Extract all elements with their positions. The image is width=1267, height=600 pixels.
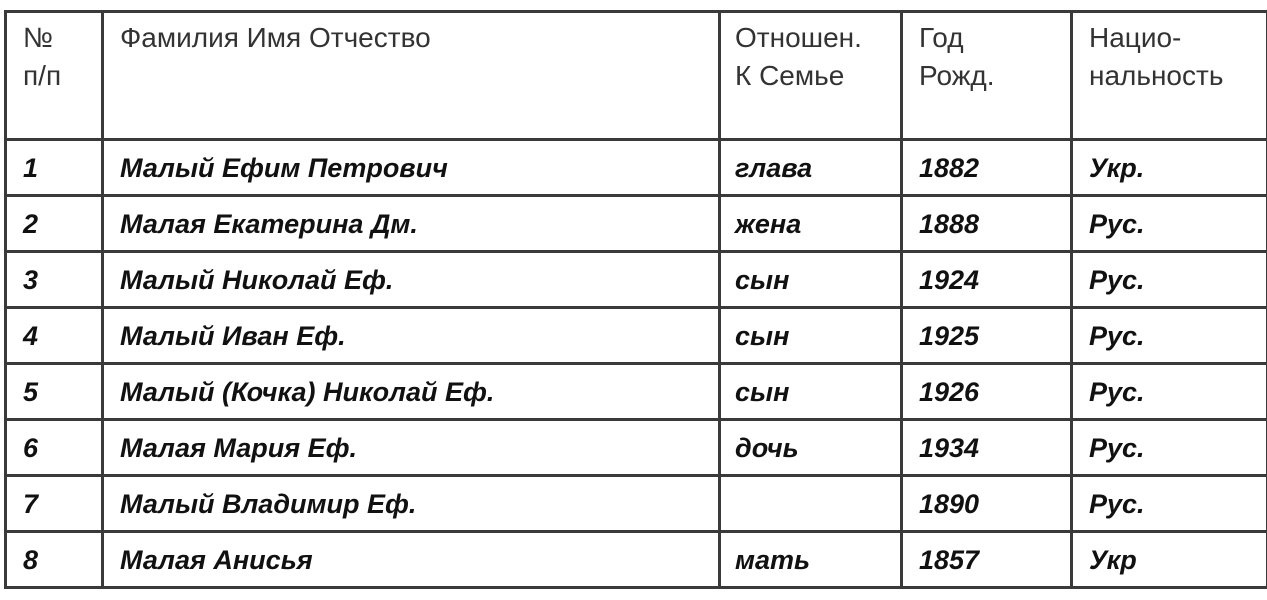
header-number bbox=[6, 12, 103, 140]
row-nationality: Рус. bbox=[1072, 196, 1267, 252]
row-birth-year: 1890 bbox=[902, 476, 1072, 532]
row-birth-year: 1934 bbox=[902, 420, 1072, 476]
row-number: 6 bbox=[6, 420, 103, 476]
header-birth-year bbox=[902, 12, 1072, 140]
family-table-container bbox=[4, 10, 1266, 588]
row-full-name: Малый Ефим Петрович bbox=[103, 140, 720, 196]
row-full-name: Малый Иван Еф. bbox=[103, 308, 720, 364]
header-full-name-text: Фамилия Имя Отчество bbox=[120, 22, 431, 53]
row-full-name: Малая Анисья bbox=[103, 532, 720, 588]
row-birth-year: 1888 bbox=[902, 196, 1072, 252]
row-number: 5 bbox=[6, 364, 103, 420]
row-full-name: Малый Владимир Еф. bbox=[103, 476, 720, 532]
row-number: 2 bbox=[6, 196, 103, 252]
header-full-name bbox=[103, 12, 720, 140]
header-birth-year-line-2: Рожд. bbox=[919, 60, 995, 91]
header-number-line-2: п/п bbox=[23, 60, 62, 91]
header-birth-year-line-1: Год bbox=[919, 22, 964, 53]
row-full-name: Малый Николай Еф. bbox=[103, 252, 720, 308]
row-relation bbox=[720, 476, 902, 532]
table-row bbox=[6, 252, 1267, 308]
header-relation bbox=[720, 12, 902, 140]
table-row bbox=[6, 532, 1267, 588]
row-nationality: Укр. bbox=[1072, 140, 1267, 196]
row-relation: мать bbox=[720, 532, 902, 588]
row-birth-year: 1926 bbox=[902, 364, 1072, 420]
header-nationality-line-1: Нацио- bbox=[1089, 22, 1182, 53]
header-relation-line-2: К Семье bbox=[735, 60, 845, 91]
header-nationality bbox=[1072, 12, 1267, 140]
row-relation: глава bbox=[720, 140, 902, 196]
header-relation-line-1: Отношен. bbox=[735, 22, 862, 53]
family-table bbox=[4, 10, 1267, 589]
row-relation: сын bbox=[720, 308, 902, 364]
row-number: 1 bbox=[6, 140, 103, 196]
row-relation: дочь bbox=[720, 420, 902, 476]
row-nationality: Рус. bbox=[1072, 420, 1267, 476]
table-row bbox=[6, 140, 1267, 196]
table-row bbox=[6, 308, 1267, 364]
row-nationality: Укр bbox=[1072, 532, 1267, 588]
row-number: 3 bbox=[6, 252, 103, 308]
row-nationality: Рус. bbox=[1072, 252, 1267, 308]
row-nationality: Рус. bbox=[1072, 476, 1267, 532]
table-row bbox=[6, 476, 1267, 532]
row-number: 4 bbox=[6, 308, 103, 364]
row-relation: жена bbox=[720, 196, 902, 252]
table-row bbox=[6, 420, 1267, 476]
row-number: 7 bbox=[6, 476, 103, 532]
row-birth-year: 1882 bbox=[902, 140, 1072, 196]
row-relation: сын bbox=[720, 364, 902, 420]
table-row bbox=[6, 364, 1267, 420]
row-birth-year: 1924 bbox=[902, 252, 1072, 308]
row-full-name: Малая Екатерина Дм. bbox=[103, 196, 720, 252]
row-birth-year: 1857 bbox=[902, 532, 1072, 588]
row-birth-year: 1925 bbox=[902, 308, 1072, 364]
table-row bbox=[6, 196, 1267, 252]
row-full-name: Малый (Кочка) Николай Еф. bbox=[103, 364, 720, 420]
header-number-line-1: № bbox=[23, 22, 54, 53]
header-nationality-line-2: нальность bbox=[1089, 60, 1224, 91]
row-nationality: Рус. bbox=[1072, 364, 1267, 420]
row-nationality: Рус. bbox=[1072, 308, 1267, 364]
row-full-name: Малая Мария Еф. bbox=[103, 420, 720, 476]
row-relation: сын bbox=[720, 252, 902, 308]
row-number: 8 bbox=[6, 532, 103, 588]
table-header-row bbox=[6, 12, 1267, 140]
